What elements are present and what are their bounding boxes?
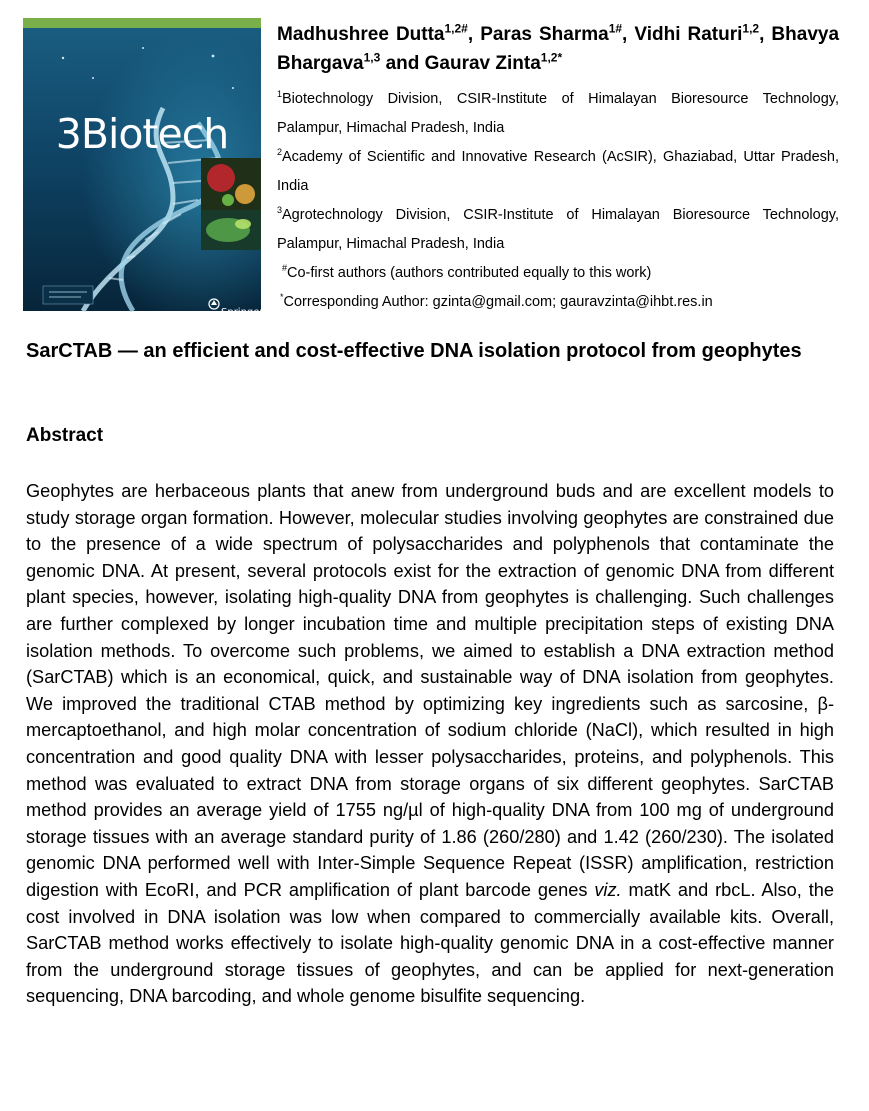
- author-name: Vidhi Raturi: [634, 24, 743, 45]
- affiliation-text: Academy of Scientific and Innovative Research (AcSIR), Ghaziabad, Uttar Pradesh, India: [277, 149, 839, 194]
- abstract-heading: Abstract: [26, 425, 104, 446]
- author-name: Paras Sharma: [480, 24, 609, 45]
- affiliation-text: Biotechnology Division, CSIR-Institute of Himalayan Bioresource Technology, Palampur, Himachal Pradesh, India: [277, 91, 839, 136]
- author-affiliation-marker: 1,3: [363, 50, 381, 65]
- affiliation-text: Agrotechnology Division, CSIR-Institute of Himalayan Bioresource Technology, Palampur, Himachal Pradesh, India: [277, 207, 839, 252]
- affiliation-2: [277, 143, 839, 201]
- abstract-viz: viz.: [594, 879, 622, 900]
- author-affiliation-marker: 1,2: [742, 21, 760, 36]
- note-text: Co-first authors (authors contributed equally to this work): [287, 265, 652, 281]
- note-marker: #: [282, 263, 288, 274]
- author-name: Gaurav Zinta: [424, 53, 541, 74]
- cover-journal-name: 3Biotech: [55, 110, 229, 158]
- affiliation-3: [277, 201, 839, 259]
- author-list: [277, 20, 839, 78]
- author-name: Madhushree Dutta: [277, 24, 445, 45]
- author-affiliation-marker: 1,2*: [540, 50, 563, 65]
- affiliation-marker: 3: [277, 205, 283, 216]
- cover-artwork: [23, 18, 261, 311]
- abstract-text: matK and rbcL. Also, the cost involved in DNA isolation was low when compared to commercially available kits. Overall, SarCTAB method works effectively to isolate high-quality genomic DNA in a cost-effective manner from the underground storage tissues of geophytes, and can be applied for next-generation sequencing, DNA barcoding, and whole genome bisulfite sequencing.: [26, 879, 834, 1007]
- author-name: Bhavya Bhargava: [277, 24, 840, 74]
- affiliation-marker: 1: [277, 89, 283, 100]
- affiliation-marker: 2: [277, 147, 283, 158]
- author-affiliation-marker: 1,2#: [444, 21, 468, 36]
- paper-title: SarCTAB — an efficient and cost-effective DNA isolation protocol from geophytes: [26, 340, 802, 362]
- journal-cover: [23, 18, 264, 318]
- abstract-text: Geophytes are herbaceous plants that anew from underground buds and are excellent models to study storage organ formation. However, molecular studies involving geophytes are constrained due to the presence of a wide spectrum of polysaccharides and polyphenols that contaminate the genomic DNA. At present, several protocols exist for the extraction of genomic DNA from different plant species, however, isolating high-quality DNA from geophytes is challenging. Such challenges are further complexed by longer incubation time and multiple precipitation steps of existing DNA isolation methods. To overcome such problems, we aimed to establish a DNA extraction method (SarCTAB) which is an economical, quick, and sustainable way of DNA isolation from geophytes. We improved the traditional CTAB method by optimizing key ingredients such as sarcosine, β-mercaptoethanol, and high molar concentration of sodium chloride (NaCl), which resulted in high concentration and good quality DNA with lesser polysaccharides, proteins, and polyphenols. This method was evaluated to extract DNA from storage organs of six different geophytes. SarCTAB method provides an average yield of 1755 ng/µl of high-quality DNA from 100 mg of underground storage tissues with an average standard purity of 1.86 (260/280) and 1.42 (260/230). The isolated genomic DNA performed well with Inter-Simple Sequence Repeat (ISSR) amplification, restriction digestion with EcoRI, and PCR amplification of plant barcode genes: [26, 481, 834, 900]
- cover-publisher-name: Springer: [221, 307, 264, 318]
- author-separator: ,: [759, 24, 765, 45]
- author-affiliation-marker: 1#: [608, 21, 623, 36]
- note-text: Corresponding Author: gzinta@gmail.com; gauravzinta@ihbt.res.in: [283, 294, 713, 310]
- corresponding-author-note: [280, 288, 840, 317]
- author-separator: and: [380, 53, 420, 74]
- affiliation-1: [277, 85, 839, 143]
- abstract-body: [26, 478, 834, 1010]
- cofirst-author-note: [282, 259, 842, 288]
- author-separator: ,: [467, 24, 474, 45]
- author-separator: ,: [622, 24, 628, 45]
- note-marker: *: [280, 292, 284, 303]
